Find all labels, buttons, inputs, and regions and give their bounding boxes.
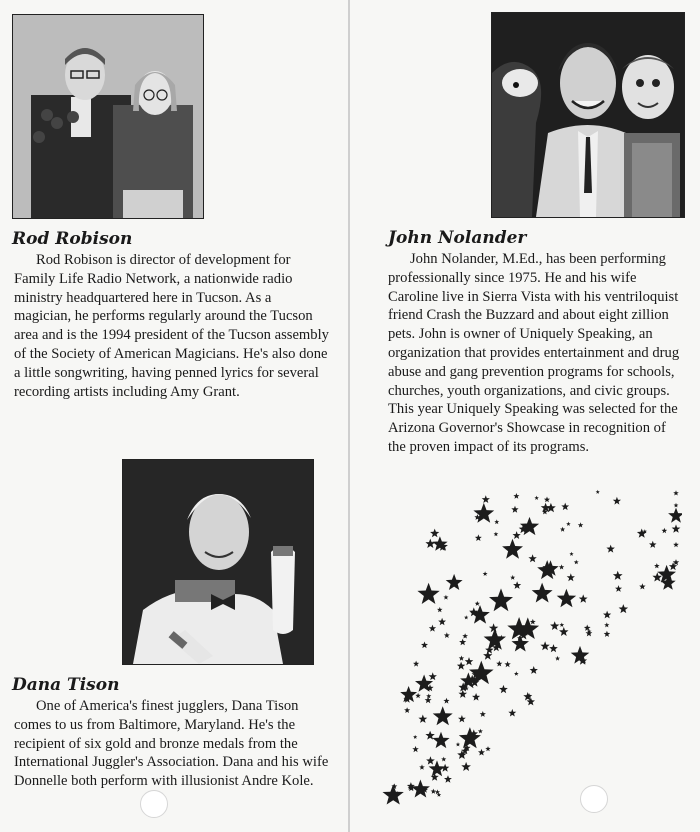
- star-icon: [530, 666, 538, 674]
- star-icon: [494, 532, 499, 537]
- star-icon: [483, 571, 488, 576]
- star-icon: [443, 698, 449, 704]
- star-icon: [673, 542, 679, 547]
- star-icon: [530, 619, 536, 625]
- star-icon: [413, 661, 419, 667]
- rod-robison-photo: [12, 14, 204, 219]
- star-icon: [459, 639, 466, 646]
- star-icon: [459, 656, 465, 661]
- star-icon: [419, 764, 425, 769]
- star-icon: [426, 756, 435, 764]
- star-icon: [437, 607, 443, 612]
- star-icon: [411, 780, 430, 798]
- star-icon: [475, 534, 482, 541]
- star-icon: [499, 685, 508, 693]
- rod-robison-photo-art: [13, 15, 203, 218]
- star-icon: [662, 528, 668, 533]
- star-icon: [415, 693, 421, 698]
- star-icon: [534, 496, 539, 500]
- star-icon: [574, 560, 579, 565]
- star-icon: [557, 589, 577, 608]
- star-icon: [432, 732, 449, 748]
- star-icon: [559, 564, 564, 569]
- star-icon: [418, 715, 427, 723]
- star-icon: [473, 503, 494, 523]
- star-icon: [478, 749, 485, 756]
- punch-hole-right: [580, 785, 608, 813]
- star-icon: [550, 621, 559, 630]
- star-icon: [540, 641, 549, 650]
- star-icon: [482, 495, 490, 503]
- star-icon: [431, 789, 437, 794]
- star-icon: [433, 706, 453, 725]
- star-icon: [637, 529, 647, 538]
- star-icon: [549, 644, 558, 652]
- star-icon: [668, 508, 682, 523]
- star-icon: [404, 707, 410, 713]
- star-icon: [604, 622, 609, 627]
- dana-tison-photo-art: [123, 460, 313, 664]
- rod-robison-bio: Rod Robison is director of development for Family Life Radio Network, a nationwide radio ministry headquartered here in Tucson. As a magician, he performs regularly around the Tucson area and is the 1994 president of the Tucson assembly of the Society of American Magicians. He's also done a little songwriting, having penned lyrics for several recording artists including Amy Grant.: [14, 252, 329, 400]
- star-icon: [566, 522, 571, 526]
- star-icon: [430, 529, 439, 538]
- star-icon: [567, 573, 575, 581]
- star-icon: [613, 571, 623, 580]
- star-icon: [559, 627, 569, 636]
- john-nolander-name: John Nolander: [388, 228, 527, 248]
- star-icon: [654, 563, 660, 568]
- star-icon: [528, 554, 536, 562]
- dana-tison-bio: One of America's finest jugglers, Dana Tison comes to us from Baltimore, Maryland. He's the recipient of six gold and bronze medals from the International Juggler's Association. Dana and his wife Donnelle both perform with illusionist Andre Kole.: [14, 698, 329, 790]
- star-cluster-graphic: [372, 482, 682, 812]
- star-icon: [579, 594, 588, 602]
- star-icon: [544, 497, 550, 503]
- star-icon: [480, 711, 486, 717]
- star-icon: [532, 583, 553, 603]
- star-icon: [438, 618, 446, 626]
- star-icon: [426, 694, 431, 699]
- star-icon: [504, 661, 510, 667]
- star-icon: [603, 611, 611, 619]
- star-icon: [560, 623, 565, 627]
- star-icon: [462, 633, 468, 638]
- star-icon: [446, 574, 463, 590]
- star-icon: [485, 646, 494, 654]
- star-icon: [502, 539, 523, 559]
- star-icon: [513, 581, 521, 589]
- star-icon: [508, 709, 516, 717]
- john-nolander-photo: [491, 12, 685, 218]
- star-icon: [444, 775, 452, 783]
- star-icon: [494, 519, 499, 524]
- star-icon: [560, 527, 565, 532]
- star-icon: [673, 490, 679, 495]
- page-fold: [348, 0, 350, 832]
- star-icon: [431, 773, 439, 781]
- star-icon: [569, 552, 573, 556]
- star-icon: [464, 615, 468, 619]
- star-icon: [459, 727, 481, 748]
- star-icon: [639, 583, 645, 589]
- rod-robison-name: Rod Robison: [12, 229, 133, 249]
- star-icon: [475, 601, 480, 606]
- star-icon: [425, 539, 435, 548]
- star-icon: [413, 735, 417, 739]
- punch-hole-left: [140, 790, 168, 818]
- star-icon: [561, 503, 569, 511]
- star-icon: [429, 625, 436, 632]
- john-nolander-photo-art: [492, 13, 684, 217]
- star-icon: [578, 522, 584, 527]
- star-icon: [485, 746, 490, 751]
- star-icon: [441, 764, 449, 772]
- star-icon: [478, 729, 483, 734]
- star-icon: [489, 588, 513, 611]
- star-icon: [672, 524, 681, 532]
- star-icon: [513, 493, 519, 499]
- star-icon: [649, 541, 657, 548]
- star-icon: [465, 657, 474, 665]
- star-icon: [555, 656, 560, 661]
- star-icon: [584, 625, 591, 631]
- john-nolander-bio: John Nolander, M.Ed., has been performing professionally since 1975. He and his wife Caroline live in Sierra Vista with his ventriloquist friend Crash the Buzzard and about eight zillion pets. John is owner of Uniquely Speaking, an organization that provides entertainment and drug abuse and gang prevention programs for schools, churches, youth organizations, and civic groups. This year Uniquely Speaking was selected for the Arizona Governor's Showcase in recognition of the proven impact of its programs.: [388, 251, 680, 455]
- star-icon: [511, 506, 518, 513]
- star-icon: [674, 503, 679, 508]
- star-icon: [441, 757, 446, 762]
- star-icon: [412, 746, 419, 752]
- star-icon: [604, 631, 611, 637]
- star-icon: [514, 671, 519, 676]
- star-icon: [472, 693, 480, 701]
- dana-tison-name: Dana Tison: [12, 675, 120, 695]
- star-icon: [461, 762, 471, 771]
- star-icon: [489, 623, 498, 632]
- star-icon: [496, 661, 502, 667]
- star-icon: [429, 672, 437, 680]
- dana-tison-photo: [122, 459, 314, 665]
- star-icon: [456, 742, 461, 746]
- star-icon: [444, 632, 450, 638]
- star-icon: [457, 662, 466, 670]
- star-icon: [596, 490, 600, 494]
- star-icon: [443, 595, 448, 600]
- star-icon: [619, 604, 629, 613]
- star-icon: [383, 784, 404, 804]
- star-icon: [417, 583, 439, 604]
- star-icon: [615, 585, 622, 592]
- star-icon: [606, 545, 615, 553]
- star-icon: [421, 642, 428, 649]
- star-icon: [613, 497, 621, 505]
- star-icon: [458, 715, 466, 722]
- star-icon: [510, 575, 515, 580]
- star-icon: [513, 531, 521, 539]
